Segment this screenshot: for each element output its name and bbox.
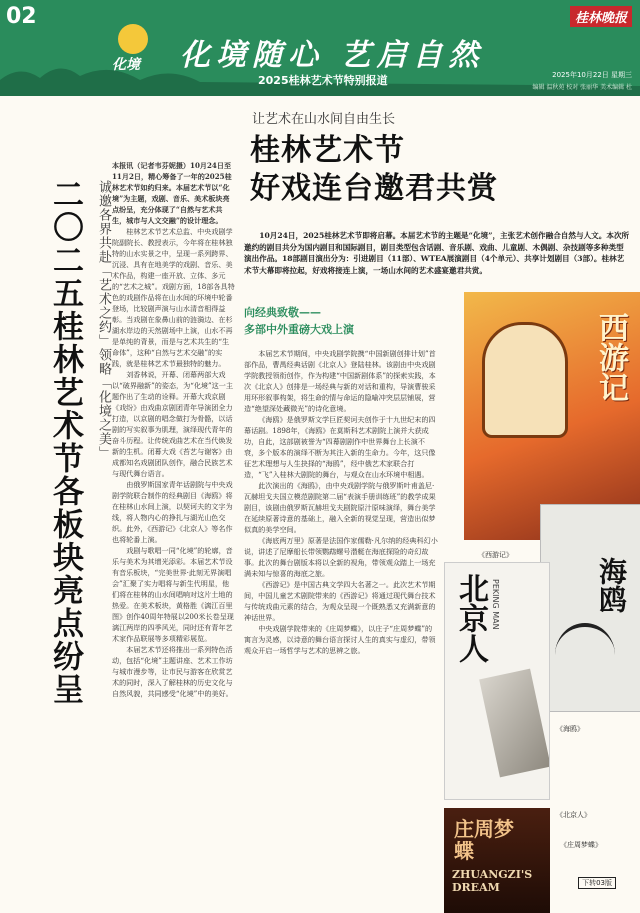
poster-title: 海鸥 — [595, 557, 628, 613]
poster-subtitle: ZHUANGZI'S DREAM — [452, 868, 533, 894]
vertical-subheadline: 诚邀各界共赴「艺术之约」领略「化境之美」 — [96, 180, 111, 460]
poster-caption: 《海鸥》 — [556, 725, 584, 733]
article-body — [244, 348, 438, 898]
section-heading — [244, 304, 444, 338]
poster-xiyouji — [464, 292, 640, 540]
sun-logo-icon — [118, 24, 148, 54]
poster-zhuangzhou — [444, 808, 550, 913]
monkey-king-figure-icon — [482, 322, 568, 438]
paragraph: 本届艺术节期间，中央戏剧学院携“中国新剧创排计划”首部作品，曹禺经典话剧《北京人》登陆桂林。该剧由中央戏剧学院教授领衔创作，作为构建“中国新剧体系”的探索实践，本次《北京人》创排是一场经典与新的对话和重构，导演曹骏采用环形叙事构架，将生命的情与命运的隐喻冲突层层铺展，营造“绝望深处藏微光”的诗化意境。 — [244, 349, 436, 413]
poster-caption: 《西游记》 — [478, 551, 513, 559]
poster-caption: 《庄周梦蝶》 — [560, 841, 602, 849]
section-heading-line-1: 向经典致敬—— — [244, 306, 321, 319]
issue-date: 2025年10月22日 星期三 — [552, 71, 632, 79]
paragraph: 《海底两万里》原著是法国作家儒勒·凡尔纳的经典科幻小说，讲述了尼摩船长带领鹦鹉螺号潜艇在海底探险的奇幻故事。此次的舞台剧版本将以全新的视角，带领观众踏上一场充满未知与惊喜的海底之旅。 — [244, 536, 438, 578]
poster-caption: 《北京人》 — [556, 811, 591, 819]
continued-note: 下转03版 — [578, 877, 616, 889]
seagull-icon — [555, 623, 615, 687]
poster-gallery — [444, 292, 640, 913]
poster-title: 西游记 — [593, 312, 628, 402]
special-report-subtitle: 2025桂林艺术节特别报道 — [258, 74, 388, 87]
paragraph: 由俄罗斯国家青年话剧院与中央戏剧学院联合制作的经典剧目《海鸥》将在桂林山水间上演，以契诃夫的文字为线，将人物内心的挣扎与湖光山色交织。此外，《西游记》《北京人》等名作也将轮番上演。 — [112, 480, 233, 544]
paragraph: 《海鸥》是俄罗斯文学巨匠契诃夫创作于十九世纪末的四幕话剧。1898年，《海鸥》在莫斯科艺术剧院上演并大获成功，自此，这部剧被誉为“四幕剧剧作中世界舞台上长演不衰，多个版本的演绎不断为其注入新的生命力。今年，这只像征艺术理想与人生抉择的“海鸥”，经中俄艺术家联合打造，“飞”入桂林大剧院的舞台，与观众在山水环境中相遇。 — [244, 415, 436, 479]
paragraph: 桂林艺术节艺术总监、中央戏剧学院副院长、教授表示，今年将在桂林独特的山水实景之中，呈现一系列跨界、沉浸、具有在地美学的戏剧、音乐、美术作品，构建一座开放、立体、多元的“艺术之城”。戏剧方面，18部各具特色的戏剧作品将在山水间的环境中轮番登场，比较剧声演与山水清音相得益彰。当戏剧在象鼻山前的涟漪边、在杉湖水岸边的天然剧场中上演，山水不再是单纯的背景，而是与艺术共生的“生命体”，这种“自然与艺术交融”的实践，就是桂林艺术节最独特的魅力。 — [112, 227, 235, 368]
page-number: 02 — [6, 4, 37, 29]
logo-text: 化境 — [112, 57, 140, 73]
paragraph: 中央戏剧学院带来的《庄周梦蝶》，以庄子“庄周梦蝶”的寓言为灵感，以诗意的舞台语言探讨人生的真实与虚幻，带领观众开启一场哲学与艺术的思辨之旅。 — [244, 624, 436, 655]
article-headline — [250, 132, 498, 208]
newspaper-name: 桂林晚报 — [570, 6, 632, 27]
slogan: 化境随心 艺启自然 — [180, 38, 485, 73]
section-heading-line-2: 多部中外重磅大戏上演 — [244, 323, 354, 336]
article-intro: 10月24日，2025桂林艺术节即将启幕。本届艺术节的主题是“化境”，主张艺术创作融合自然与人文。本次所邀约的剧目共分为国内剧目和国际剧目，剧目类型包含话剧、音乐剧、戏曲、儿童剧、木偶剧、杂技剧等多种类型演出作品。18部剧目演出分为：引进剧目（11部）、WTEA展演剧目（4个单元）、共享计划剧目（3部）。桂林艺术节大幕即将拉起，好戏将接连上演，一场山水间的艺术盛宴邀君共赏。 — [244, 231, 630, 275]
paragraph: 本报讯（记者韦芬妮摄）10月24日至11月2日，精心筹备了一年的2025桂林艺术节如约归来。本届艺术节以“化境”为主题，戏剧、音乐、美术板块亮点纷呈，充分体现了“自然与艺术共生，城市与人文交融”的设计理念。 — [112, 161, 232, 225]
poster-title: 庄周梦蝶 — [454, 817, 514, 863]
vertical-headline: 二〇二五桂林艺术节各板块亮点纷呈 — [47, 178, 83, 706]
paper-figure-icon — [479, 669, 550, 778]
left-article-body — [112, 160, 236, 900]
article-kicker: 让艺术在山水间自由生长 — [252, 112, 396, 127]
paragraph: 本届艺术节还将推出一系列特色活动，包括“化境”主题讲座、艺术工作坊与城市漫步等，让市民与游客在欣赏艺术的同时，深入了解桂林的历史文化与自然风貌，共同感受“化境”中的美好。 — [112, 645, 233, 698]
poster-haiou — [540, 504, 640, 712]
editor-info: 编辑 温秋苑 校对 张丽华 美术编辑 杜 — [532, 84, 632, 91]
headline-line-1: 桂林艺术节 — [250, 133, 405, 168]
paragraph: 刘香林说，开幕、闭幕两部大戏以“破界融新”的姿态，为“化境”这一主题作出了生动的诠释。开幕大戏京剧《戏纷》由戏曲京剧团青年导演团全力打造，以京剧的唱念做打为骨骼，以话剧的写实叙事为肌理，演绎现代青年的奋斗历程。让传统戏曲艺术在当代焕发新的生机。闭幕大戏《苔艺与谢客》由成都知名戏剧团队创作，融合民族艺术与现代舞台语言。 — [112, 370, 233, 478]
paragraph: 此次演出的《海鸥》，由中央戏剧学院与俄罗斯叶甫盖尼·瓦赫坦戈夫国立模范剧院第二届“表演手册训练班”的教学成果剧目，该剧由俄罗斯瓦赫坦戈夫剧院原汁原味演绎，舞台美学在延续原著诗意的基础上，融入全新的视觉呈现，营造出似梦似真的美学空间。 — [244, 481, 436, 534]
poster-beijingren — [444, 562, 550, 800]
poster-title: 北京人 — [453, 573, 488, 663]
headline-line-2: 好戏连台邀君共赏 — [250, 171, 498, 206]
paragraph: 戏剧与歌唱一同“化境”的轮廓，音乐与美术为其增光添彩。本届艺术节设有音乐板块，“完美世界·此刻无界演唱会”汇聚了实力唱将与新生代明星，他们将在桂林的山水间唱响对这片土地的热爱。在美术板块，黄格胜《漓江百里图》创作40周年特展以200米长卷呈现漓江两岸的四季风光，同时还有青年艺术家作品联展等多项精彩展览。 — [112, 546, 234, 643]
page-header — [0, 0, 640, 96]
paragraph: 《西游记》是中国古典文学四大名著之一。此次艺术节期间，中国儿童艺术剧院带来的《西游记》将通过现代舞台技术与传统戏曲元素的结合，为观众呈现一个既熟悉又充满新意的神话世界。 — [244, 580, 436, 622]
poster-subtitle: PEKING MAN — [491, 579, 500, 630]
